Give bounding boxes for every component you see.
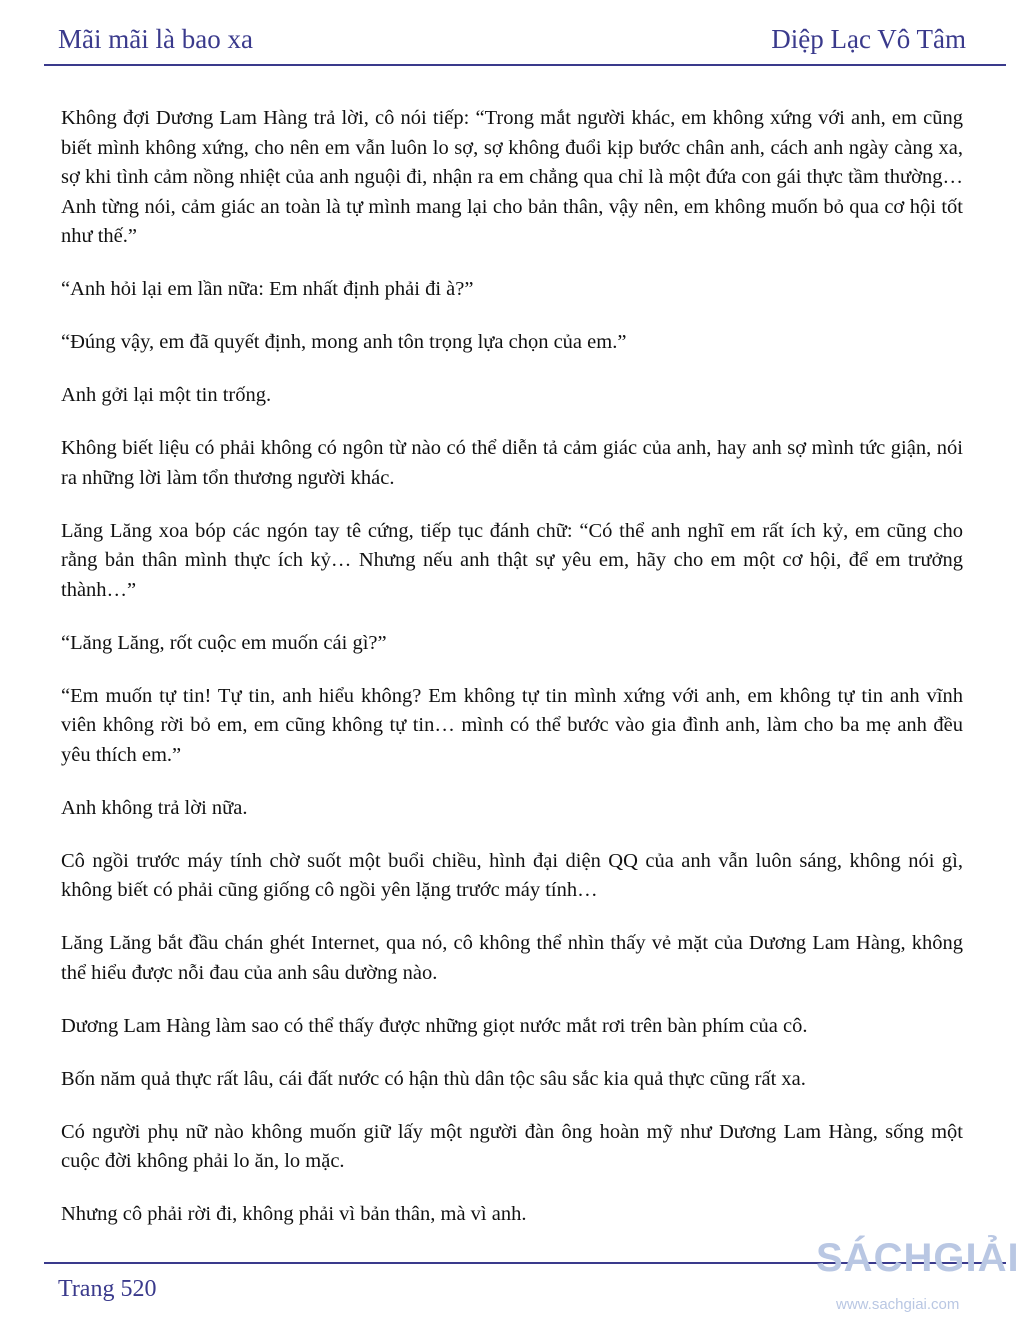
paragraph: Nhưng cô phải rời đi, không phải vì bản thân, mà vì anh. — [61, 1203, 527, 1225]
paragraph: “Em muốn tự tin! Tự tin, anh hiểu không? Em không tự tin mình xứng với anh, em không tự tin anh vĩnh viên không rời bỏ em, em cũng không tự tin… mình có thể bước vào gia đình anh, làm cho ba mẹ anh đều yêu thích em.” — [61, 684, 963, 766]
paragraph: Anh gởi lại một tin trống. — [61, 384, 272, 406]
paragraph: Lăng Lăng bắt đầu chán ghét Internet, qua nó, cô không thể nhìn thấy vẻ mặt của Dương Lam Hàng, không thể hiểu được nỗi đau của anh sâu dường nào. — [61, 932, 963, 984]
header-divider — [44, 64, 1006, 66]
paragraph: Anh không trả lời nữa. — [61, 796, 248, 819]
paragraph: Không đợi Dương Lam Hàng trả lời, cô nói tiếp: “Trong mắt người khác, em không xứng với anh, em cũng biết mình không xứng, cho nên em vẫn luôn lo sợ, sợ không đuổi kịp bước chân anh, cách anh ngày càng xa, sợ khi tình cảm nồng nhiệt của anh nguội đi, nhận ra em chẳng qua chỉ là một đứa con gái thực tầm thường… Anh từng nói, cảm giác an toàn là tự mình mang lại cho bản thân, vậy nên, em không muốn bỏ qua cơ hội tốt như thế.” — [61, 107, 963, 247]
paragraph: Có người phụ nữ nào không muốn giữ lấy một người đàn ông hoàn mỹ như Dương Lam Hàng, sống một cuộc đời không phải lo ăn, lo mặc. — [61, 1120, 963, 1172]
paragraph: “Đúng vậy, em đã quyết định, mong anh tôn trọng lựa chọn của em.” — [61, 331, 627, 353]
page-body — [61, 104, 963, 1253]
paragraph: Không biết liệu có phải không có ngôn từ nào có thể diễn tả cảm giác của anh, hay anh sợ mình tức giận, nói ra những lời làm tổn thương người khác. — [61, 437, 963, 489]
paragraph: Dương Lam Hàng làm sao có thể thấy được những giọt nước mắt rơi trên bàn phím của cô. — [61, 1014, 808, 1037]
author-name: Diệp Lạc Vô Tâm — [771, 24, 966, 54]
paragraph: Cô ngồi trước máy tính chờ suốt một buổi chiều, hình đại diện QQ của anh vẫn luôn sáng, không nói gì, không biết có phải cũng giống cô ngồi yên lặng trước máy tính… — [61, 849, 963, 901]
page-header — [58, 24, 966, 64]
watermark — [816, 1236, 1024, 1316]
watermark-logo: SÁCHGIẢI — [816, 1236, 1020, 1280]
paragraph: “Lăng Lăng, rốt cuộc em muốn cái gì?” — [61, 631, 387, 654]
watermark-url: www.sachgiai.com — [836, 1296, 960, 1313]
paragraph: Lăng Lăng xoa bóp các ngón tay tê cứng, tiếp tục đánh chữ: “Có thể anh nghĩ em rất ích kỷ, em cũng cho rằng bản thân mình thực ích kỷ… Nhưng nếu anh thật sự yêu em, hãy cho em một cơ hội, để em trưởng thành…” — [61, 519, 963, 601]
paragraph: Bốn năm quả thực rất lâu, cái đất nước có hận thù dân tộc sâu sắc kia quả thực cũng rất xa. — [61, 1067, 806, 1090]
page-number: Trang 520 — [58, 1276, 157, 1302]
book-title: Mãi mãi là bao xa — [58, 24, 253, 54]
paragraph: “Anh hỏi lại em lần nữa: Em nhất định phải đi à?” — [61, 278, 474, 300]
